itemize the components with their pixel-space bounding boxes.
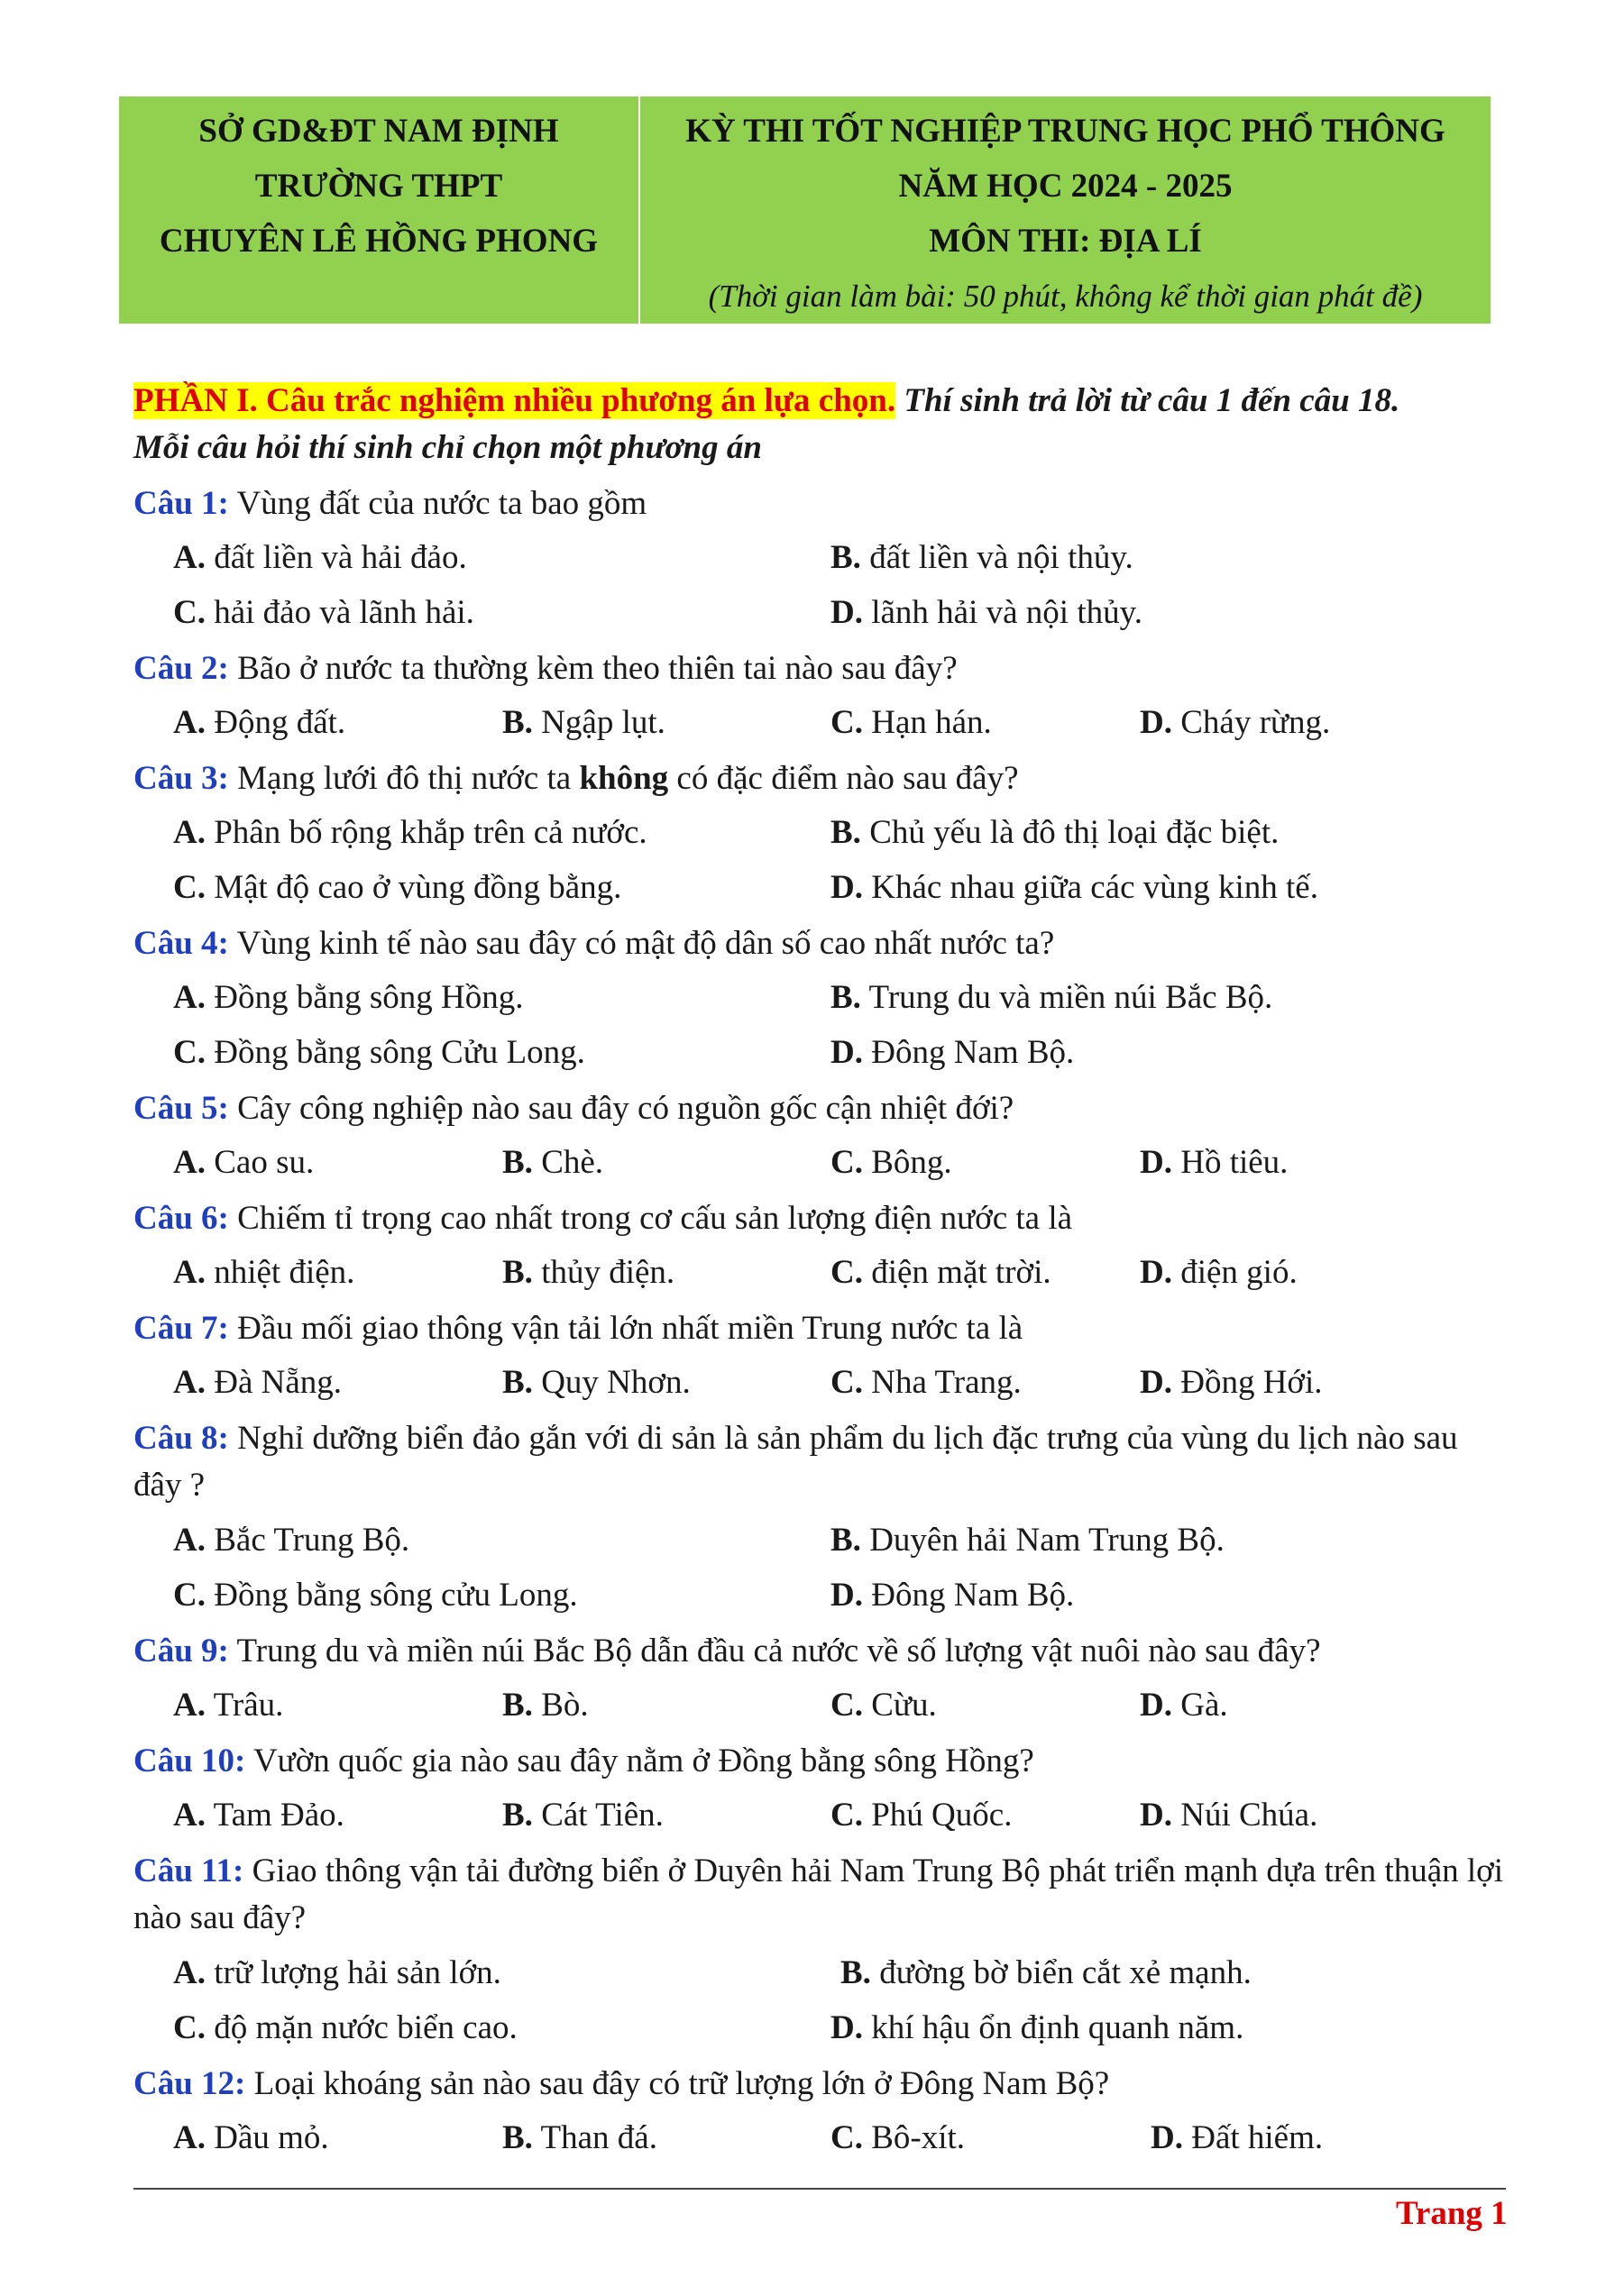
option-8a[interactable]: A. Bắc Trung Bộ.: [173, 1522, 410, 1559]
option-5c[interactable]: C. Bông.: [830, 1144, 952, 1181]
option-10b[interactable]: B. Cát Tiên.: [502, 1797, 664, 1834]
option-9c[interactable]: C. Cừu.: [830, 1687, 937, 1724]
option-11a[interactable]: A. trữ lượng hải sản lớn.: [173, 1954, 501, 1991]
question-1: [133, 480, 1504, 527]
option-3c[interactable]: C. Mật độ cao ở vùng đồng bằng.: [173, 869, 622, 906]
option-2d[interactable]: D. Cháy rừng.: [1140, 704, 1331, 741]
option-6b[interactable]: B. thủy điện.: [502, 1254, 675, 1291]
option-1d[interactable]: D. lãnh hải và nội thủy.: [830, 594, 1142, 631]
footer-divider: [133, 2188, 1506, 2190]
question-text: Trung du và miền núi Bắc Bộ dẫn đầu cả nước về số lượng vật nuôi nào sau đây?: [228, 1633, 1321, 1669]
option-4d[interactable]: D. Đông Nam Bộ.: [830, 1034, 1075, 1071]
option-8b[interactable]: B. Duyên hải Nam Trung Bộ.: [830, 1522, 1225, 1559]
part-heading: [133, 379, 1399, 424]
question-label: Câu 2:: [133, 650, 229, 687]
department-name: SỞ GD&ĐT NAM ĐỊNH: [198, 113, 559, 150]
question-label: Câu 8:: [133, 1420, 229, 1457]
question-12: [133, 2061, 1504, 2108]
option-3d[interactable]: D. Khác nhau giữa các vùng kinh tế.: [830, 869, 1318, 906]
option-12b[interactable]: B. Than đá.: [502, 2119, 657, 2156]
exam-duration-note: (Thời gian làm bài: 50 phút, không kể thời gian phát đề): [708, 279, 1423, 314]
exam-title: KỲ THI TỐT NGHIỆP TRUNG HỌC PHỔ THÔNG: [685, 113, 1445, 150]
option-9b[interactable]: B. Bò.: [502, 1687, 589, 1724]
option-5a[interactable]: A. Cao su.: [173, 1144, 315, 1181]
option-3a[interactable]: A. Phân bố rộng khắp trên cả nước.: [173, 814, 647, 851]
option-4a[interactable]: A. Đồng bằng sông Hồng.: [173, 979, 524, 1016]
question-text: Đầu mối giao thông vận tải lớn nhất miền Trung nước ta là: [228, 1310, 1023, 1347]
school-name-line1: TRƯỜNG THPT: [254, 168, 503, 205]
option-1a[interactable]: A. đất liền và hải đảo.: [173, 539, 467, 576]
question-label: Câu 3:: [133, 760, 229, 797]
option-6c[interactable]: C. điện mặt trời.: [830, 1254, 1051, 1291]
option-11d[interactable]: D. khí hậu ổn định quanh năm.: [830, 2009, 1244, 2046]
option-11c[interactable]: C. độ mặn nước biển cao.: [173, 2009, 518, 2046]
option-7b[interactable]: B. Quy Nhơn.: [502, 1364, 691, 1401]
question-text: Vườn quốc gia nào sau đây nằm ở Đồng bằng sông Hồng?: [245, 1743, 1034, 1779]
option-9a[interactable]: A. Trâu.: [173, 1687, 284, 1724]
option-2c[interactable]: C. Hạn hán.: [830, 704, 992, 741]
option-12d[interactable]: D. Đất hiếm.: [1151, 2119, 1324, 2156]
option-7c[interactable]: C. Nha Trang.: [830, 1364, 1022, 1401]
school-info: [119, 96, 640, 324]
school-year: NĂM HỌC 2024 - 2025: [898, 168, 1233, 205]
question-label: Câu 7:: [133, 1310, 229, 1347]
option-10a[interactable]: A. Tam Đảo.: [173, 1797, 344, 1834]
question-3: Câu 3: Mạng lưới đô thị nước ta không có đặc điểm nào sau đây?: [133, 760, 1019, 797]
option-10d[interactable]: D. Núi Chúa.: [1140, 1797, 1318, 1834]
option-10c[interactable]: C. Phú Quốc.: [830, 1797, 1013, 1834]
option-12c[interactable]: C. Bô-xít.: [830, 2119, 966, 2156]
question-2: [133, 645, 1504, 692]
question-text: Nghỉ dưỡng biển đảo gắn với di sản là sản phẩm du lịch đặc trưng của vùng du lịch nào sau đây ?: [133, 1420, 1458, 1504]
question-text: Chiếm tỉ trọng cao nhất trong cơ cấu sản lượng điện nước ta là: [228, 1200, 1073, 1237]
question-text: Bão ở nước ta thường kèm theo thiên tai nào sau đây?: [228, 650, 958, 687]
option-4c[interactable]: C. Đồng bằng sông Cửu Long.: [173, 1034, 585, 1071]
question-text: Cây công nghiệp nào sau đây có nguồn gốc cận nhiệt đới?: [228, 1090, 1014, 1127]
option-1b[interactable]: B. đất liền và nội thủy.: [830, 539, 1133, 576]
part-instruction-2: Mỗi câu hỏi thí sinh chỉ chọn một phương án: [133, 429, 762, 466]
question-11: [133, 1848, 1504, 1942]
question-10: [133, 1738, 1504, 1785]
school-name-line2: CHUYÊN LÊ HỒNG PHONG: [159, 223, 599, 260]
part-title: PHẦN I. Câu trắc nghiệm nhiều phương án lựa chọn.: [133, 382, 896, 419]
option-6a[interactable]: A. nhiệt điện.: [173, 1254, 355, 1291]
question-6: [133, 1195, 1504, 1242]
exam-subject: MÔN THI: ĐỊA LÍ: [929, 223, 1202, 260]
question-label: Câu 10:: [133, 1743, 246, 1779]
option-12a[interactable]: A. Dầu mỏ.: [173, 2119, 329, 2156]
question-4: [133, 920, 1504, 967]
question-label: Câu 6:: [133, 1200, 229, 1237]
question-text: Vùng đất của nước ta bao gồm: [228, 485, 647, 522]
question-text: Vùng kinh tế nào sau đây có mật độ dân số cao nhất nước ta?: [228, 925, 1055, 962]
option-9d[interactable]: D. Gà.: [1140, 1687, 1228, 1724]
option-11b[interactable]: B. đường bờ biển cắt xẻ mạnh.: [840, 1954, 1252, 1991]
question-text: Giao thông vận tải đường biển ở Duyên hải Nam Trung Bộ phát triển mạnh dựa trên thuận lợi nào sau đây?: [133, 1852, 1504, 1936]
exam-header: [119, 96, 1491, 324]
option-5d[interactable]: D. Hồ tiêu.: [1140, 1144, 1289, 1181]
question-label: Câu 11:: [133, 1852, 244, 1889]
question-9: [133, 1628, 1504, 1675]
option-1c[interactable]: C. hải đảo và lãnh hải.: [173, 594, 474, 631]
option-8c[interactable]: C. Đồng bằng sông cửu Long.: [173, 1577, 578, 1614]
negation-emphasis: không: [579, 760, 669, 797]
part-instruction: Thí sinh trả lời từ câu 1 đến câu 18.: [895, 382, 1400, 419]
question-5: [133, 1085, 1504, 1132]
option-5b[interactable]: B. Chè.: [502, 1144, 604, 1181]
question-label: Câu 12:: [133, 2065, 246, 2102]
option-8d[interactable]: D. Đông Nam Bộ.: [830, 1577, 1075, 1614]
option-4b[interactable]: B. Trung du và miền núi Bắc Bộ.: [830, 979, 1273, 1016]
option-7a[interactable]: A. Đà Nẵng.: [173, 1364, 343, 1401]
question-7: [133, 1305, 1504, 1352]
question-label: Câu 4:: [133, 925, 229, 962]
option-3b[interactable]: B. Chủ yếu là đô thị loại đặc biệt.: [830, 814, 1280, 851]
question-text: Loại khoáng sản nào sau đây có trữ lượng lớn ở Đông Nam Bộ?: [245, 2065, 1110, 2102]
exam-info: [640, 96, 1491, 324]
page-number: Trang 1: [1396, 2195, 1508, 2232]
option-2b[interactable]: B. Ngập lụt.: [502, 704, 665, 741]
question-8: [133, 1415, 1504, 1509]
question-label: Câu 1:: [133, 485, 229, 522]
question-label: Câu 9:: [133, 1633, 229, 1669]
option-7d[interactable]: D. Đồng Hới.: [1140, 1364, 1323, 1401]
question-label: Câu 5:: [133, 1090, 229, 1127]
option-6d[interactable]: D. điện gió.: [1140, 1254, 1298, 1291]
option-2a[interactable]: A. Động đất.: [173, 704, 346, 741]
